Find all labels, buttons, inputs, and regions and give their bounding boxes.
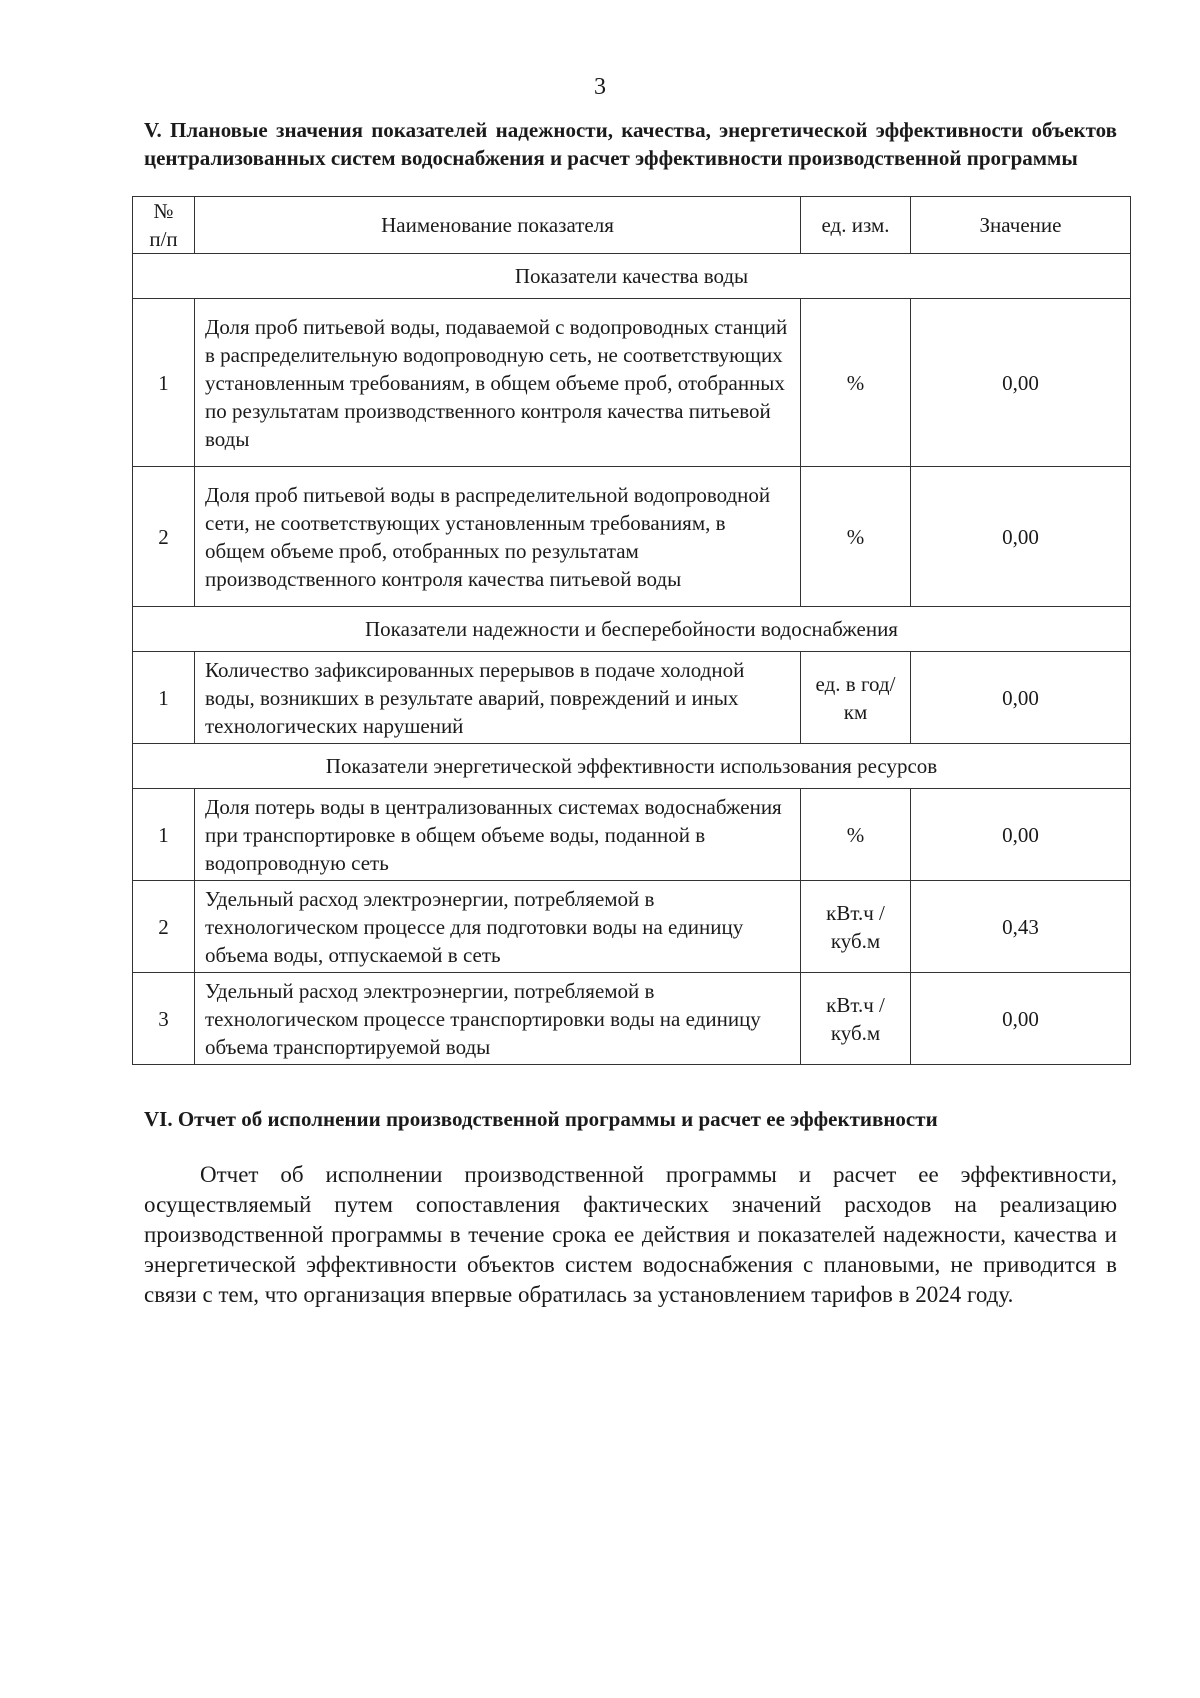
section-5-title: V. Плановые значения показателей надежности, качества, энергетической эффективности объектов централизованных систем водоснабжения и расчет эффективности производственной программы — [144, 118, 1117, 170]
row-num: 1 — [133, 299, 195, 467]
table-row — [133, 652, 1131, 744]
table-header-row — [133, 197, 1131, 254]
row-value: 0,00 — [911, 299, 1131, 467]
indicators-table — [132, 196, 1131, 1065]
row-name: Количество зафиксированных перерывов в подаче холодной воды, возникших в результате аварий, повреждений и иных технологических нарушений — [195, 652, 801, 744]
table-row — [133, 467, 1131, 607]
row-num: 1 — [133, 789, 195, 881]
row-unit: кВт.ч / куб.м — [801, 881, 911, 973]
group-row — [133, 607, 1131, 652]
row-name: Удельный расход электроэнергии, потребляемой в технологическом процессе транспортировки воды на единицу объема транспортируемой воды — [195, 973, 801, 1065]
row-name: Удельный расход электроэнергии, потребляемой в технологическом процессе для подготовки воды на единицу объема воды, отпускаемой в сеть — [195, 881, 801, 973]
group-row — [133, 254, 1131, 299]
row-value: 0,00 — [911, 973, 1131, 1065]
row-name: Доля проб питьевой воды в распределительной водопроводной сети, не соответствующих установленным требованиям, в общем объеме проб, отобранных по результатам производственного контроля качества питьевой воды — [195, 467, 801, 607]
group-title-reliability: Показатели надежности и бесперебойности водоснабжения — [133, 607, 1131, 652]
group-row — [133, 744, 1131, 789]
row-value: 0,00 — [911, 789, 1131, 881]
row-unit: ед. в год/ км — [801, 652, 911, 744]
table-row — [133, 299, 1131, 467]
header-name: Наименование показателя — [195, 197, 801, 254]
page-number: 3 — [594, 74, 606, 100]
row-name: Доля потерь воды в централизованных системах водоснабжения при транспортировке в общем объеме воды, поданной в водопроводную сеть — [195, 789, 801, 881]
row-num: 3 — [133, 973, 195, 1065]
section-6-title: VI. Отчет об исполнении производственной программы и расчет ее эффективности — [144, 1107, 938, 1131]
row-value: 0,00 — [911, 467, 1131, 607]
row-unit: кВт.ч / куб.м — [801, 973, 911, 1065]
header-value: Значение — [911, 197, 1131, 254]
row-value: 0,43 — [911, 881, 1131, 973]
section-6-body: Отчет об исполнении производственной программы и расчет ее эффективности, осуществляемый путем сопоставления фактических значений расходов на реализацию производственной программы в течение срока ее действия и показателей надежности, качества и энергетической эффективности объектов систем водоснабжения с плановыми, не приводится в связи с тем, что организация впервые обратилась за установлением тарифов в 2024 году. — [144, 1162, 1117, 1307]
row-unit: % — [801, 467, 911, 607]
group-title-quality: Показатели качества воды — [133, 254, 1131, 299]
group-title-energy: Показатели энергетической эффективности использования ресурсов — [133, 744, 1131, 789]
table-row — [133, 973, 1131, 1065]
row-name: Доля проб питьевой воды, подаваемой с водопроводных станций в распределительную водопроводную сеть, не соответствующих установленным требованиям, в общем объеме проб, отобранных по результатам производственного контроля качества питьевой воды — [195, 299, 801, 467]
header-unit: ед. изм. — [801, 197, 911, 254]
row-value: 0,00 — [911, 652, 1131, 744]
row-unit: % — [801, 789, 911, 881]
table-row — [133, 789, 1131, 881]
row-num: 2 — [133, 467, 195, 607]
row-unit: % — [801, 299, 911, 467]
row-num: 2 — [133, 881, 195, 973]
row-num: 1 — [133, 652, 195, 744]
header-num: № п/п — [133, 197, 195, 254]
table-row — [133, 881, 1131, 973]
